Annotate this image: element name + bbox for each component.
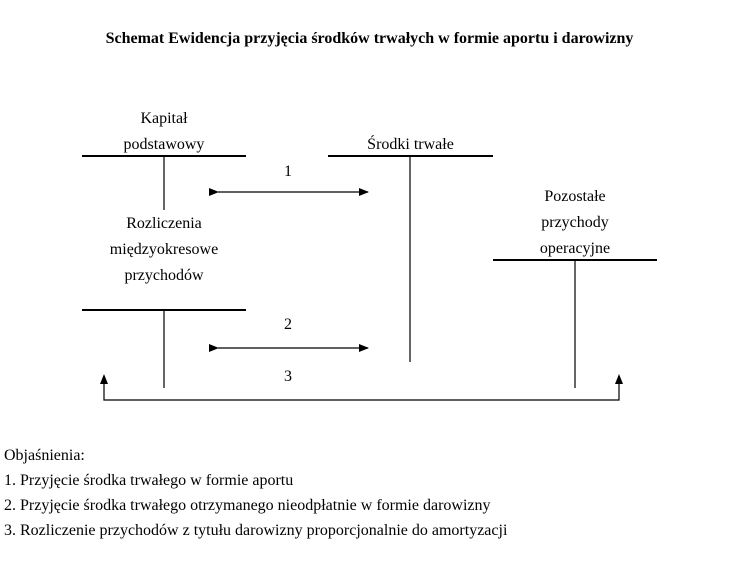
label-kapital-line-1: Kapitał bbox=[140, 110, 188, 127]
label-rozliczenia-line-2: międzyokresowe bbox=[109, 241, 219, 258]
legend-item-2: 2. Przyjęcie środka trwałego otrzymanego nieodpłatnie w formie darowizny bbox=[4, 497, 491, 514]
legend-item-1: 1. Przyjęcie środka trwałego w formie aportu bbox=[4, 472, 294, 489]
t-account-pozostale bbox=[493, 260, 657, 388]
label-pozostale-line-3: operacyjne bbox=[539, 240, 611, 257]
arrow-3 bbox=[100, 374, 623, 400]
label-rozliczenia-line-1: Rozliczenia bbox=[126, 215, 202, 232]
arrow-3-label: 3 bbox=[284, 368, 292, 385]
label-srodki-trwale bbox=[328, 132, 493, 158]
legend-item-3: 3. Rozliczenie przychodów z tytułu darowizny proporcjonalnie do amortyzacji bbox=[4, 522, 508, 539]
arrow-2-label: 2 bbox=[284, 316, 292, 333]
diagram-title: Schemat Ewidencja przyjęcia środków trwałych w formie aportu i darowizny bbox=[105, 30, 634, 47]
label-srodki-line-1: Środki trwałe bbox=[367, 136, 454, 153]
label-kapital-line-2: podstawowy bbox=[123, 136, 205, 153]
label-rozliczenia bbox=[82, 211, 246, 289]
t-account-rozliczenia bbox=[82, 310, 246, 388]
legend-heading: Objaśnienia: bbox=[4, 447, 85, 464]
t-account-srodki-trwale bbox=[328, 156, 493, 362]
label-kapital-podstawowy bbox=[82, 106, 246, 158]
label-pozostale-line-2: przychody bbox=[541, 214, 609, 231]
legend bbox=[4, 443, 507, 543]
label-pozostale-line-1: Pozostałe bbox=[544, 188, 606, 205]
arrow-1-label: 1 bbox=[284, 163, 292, 180]
label-pozostale-przychody bbox=[493, 184, 657, 262]
t-account-kapital bbox=[82, 156, 246, 210]
label-rozliczenia-line-3: przychodów bbox=[124, 267, 204, 284]
